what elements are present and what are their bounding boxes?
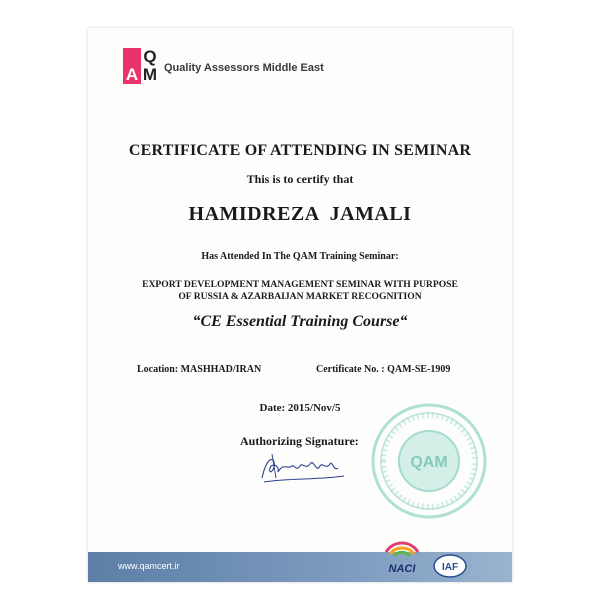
naci-badge bbox=[380, 538, 424, 578]
brand-name: Quality Assessors Middle East bbox=[164, 62, 324, 74]
svg-text:QAM: QAM bbox=[410, 454, 448, 471]
certificate-number: Certificate No. : QAM-SE-1909 bbox=[316, 364, 451, 375]
recipient-name: HAMIDREZA JAMALI bbox=[188, 203, 412, 225]
footer-bar bbox=[88, 552, 512, 582]
qam-logo bbox=[123, 48, 159, 84]
iaf-badge bbox=[432, 552, 468, 580]
logo-letter-m: M bbox=[142, 65, 158, 84]
seminar-title-line-1: EXPORT DEVELOPMENT MANAGEMENT SEMINAR WITH PURPOSE bbox=[142, 279, 458, 290]
seminar-title-line-2: OF RUSSIA & AZARBAIJAN MARKET RECOGNITION bbox=[178, 291, 422, 302]
location: Location: MASHHAD/IRAN bbox=[137, 364, 262, 375]
website-url: www.qamcert.ir bbox=[118, 561, 180, 571]
attended-line: Has Attended In The QAM Training Seminar: bbox=[201, 251, 399, 262]
qam-seal-stamp bbox=[368, 400, 490, 522]
certificate-date: Date: 2015/Nov/5 bbox=[259, 402, 341, 414]
authorizing-signature-label: Authorizing Signature: bbox=[240, 434, 359, 448]
certificate-title: CERTIFICATE OF ATTENDING IN SEMINAR bbox=[128, 142, 472, 159]
svg-text:IAF: IAF bbox=[441, 562, 459, 573]
logo-letter-q: Q bbox=[143, 47, 157, 66]
certify-line: This is to certify that bbox=[246, 172, 354, 186]
logo-letter-a-block: A bbox=[123, 66, 141, 84]
svg-text:NACI: NACI bbox=[388, 563, 416, 575]
logo-block-red bbox=[123, 48, 141, 66]
signature-image bbox=[258, 448, 348, 486]
course-name: “CE Essential Training Course“ bbox=[192, 313, 408, 330]
